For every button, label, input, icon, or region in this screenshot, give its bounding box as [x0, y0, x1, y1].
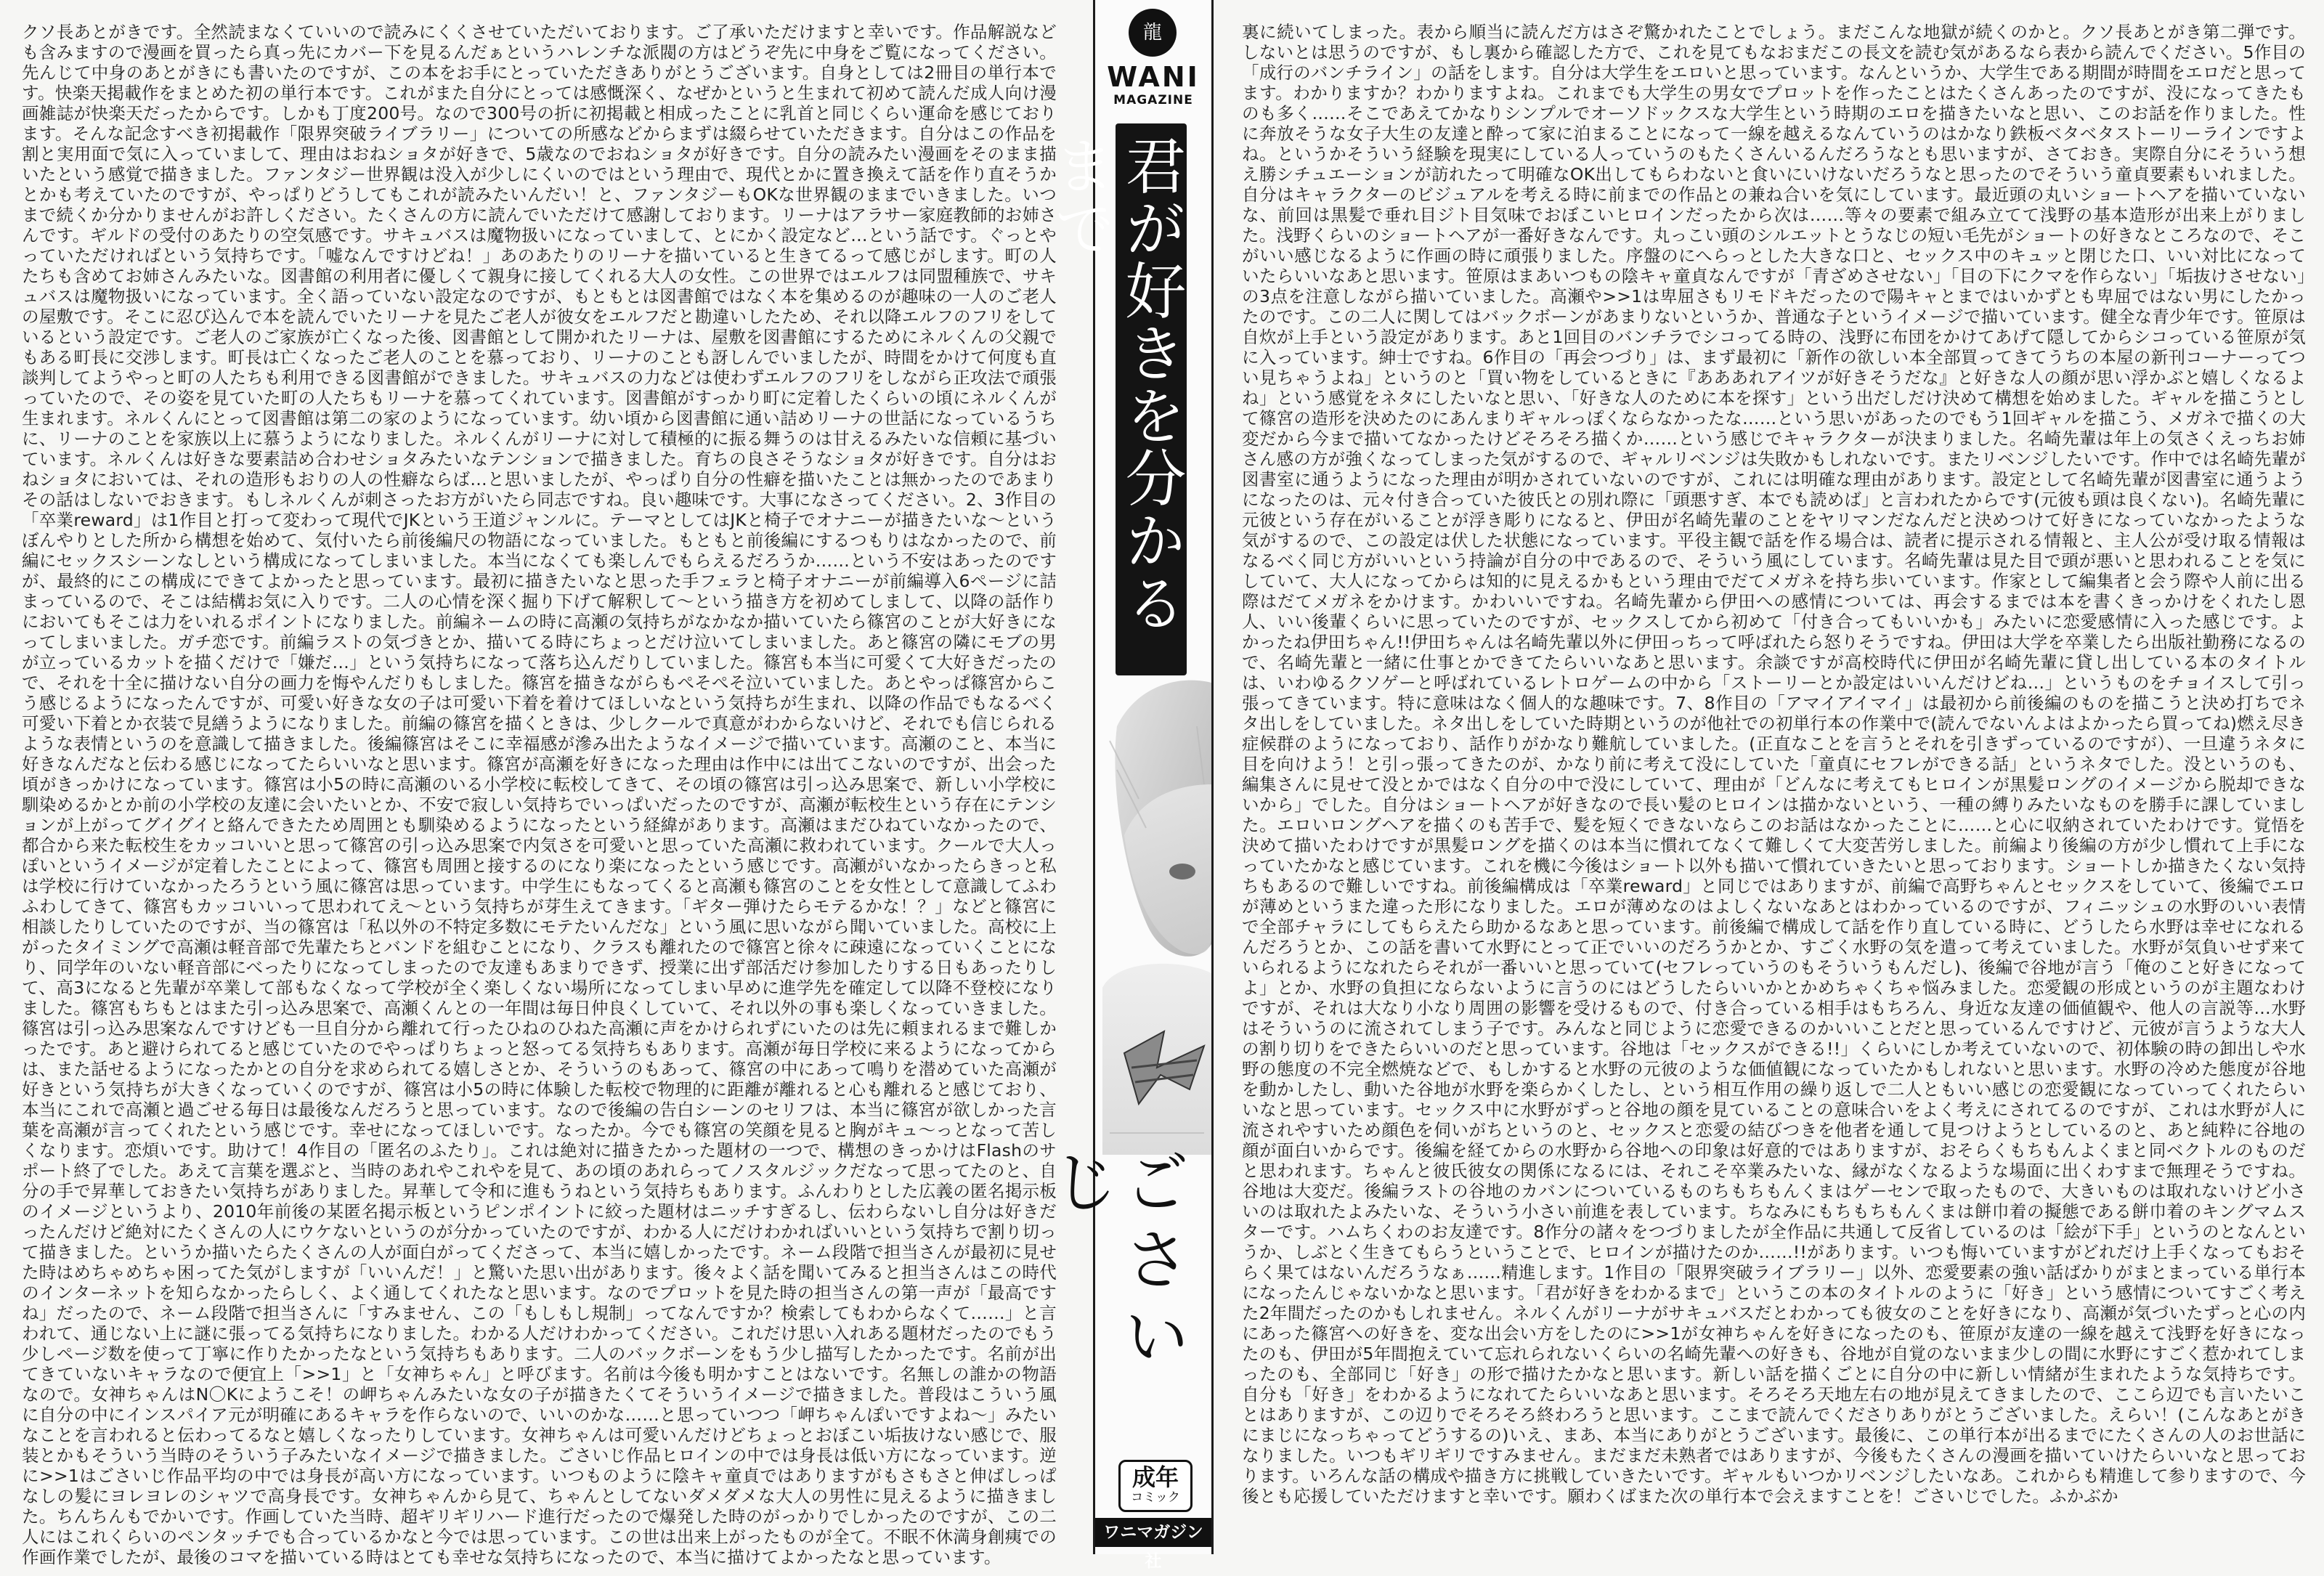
author-name: ごさいじ	[1041, 1148, 1190, 1378]
book-title: 君が好きを分かるまで	[1044, 134, 1187, 634]
dragon-logo-icon: 龍	[1129, 9, 1177, 57]
character-eye	[1169, 864, 1195, 880]
rating-badge	[1118, 1460, 1193, 1512]
rating-sub-label: コミック	[1131, 1490, 1180, 1505]
publisher-logo-text: WANI	[1107, 61, 1200, 93]
afterword-right-page: 裏に続いてしまった。表から順当に読んだ方はさぞ驚かれたことでしょう。まだこんな地獄が続くのかと。クソ長あとがき第二弾です。しないとは思うのですが、もし裏から確認した方で、これを見てもなおまだこの長文を読む気があるなら表から読んでください。5作目の「成行のバンチライン」の話をします。自分は大学生をエロいと思っています。なんというか、大学生である期間が時間をエロだと思ってます。わかりますか？わかりますよね。これまでも大学生の男女でプロットを作ったことはたくさんあったのですが、没になってきたものも多く……そこであえてかなりシンプルでオーソドックスな大学生という時期のエロを描きたいなと思い、このお話を作りました。性に奔放そうな女子大生の友達と酔って家に泊まることになって一線を越えるなんていうのはかなり鉄板ベタベタストーリーラインですよね。というかそういう経験を現実にしている人っていうのもたくさんいるんだろうなとも思いますが、さておき。実際自分にそういう想え勝シチュエーションが訪れたって明確なOK出してもらわないと食いにいけないだろうなと思ったのでそういう童貞要素もいれました。自分はキャラクターのビジュアルを考える時に前までの作品との兼ね合いを気にしています。最近頭の丸いショートヘアを描いていないな、前回は黒髪で垂れ目ジト目気味でおぼこいヒロインだったから次は……等々の要素で組み立てて浅野の基本造形が出来上がりました。浅野くらいのショートヘアが一番好きなんです。丸っこい頭のシルエットとうなじの短い毛先がショートの好きなところなので、そこがいい感じなるように作画の時に頑張りました。序盤のにへらっとした大きな口と、セックス中のキュッと閉じた口、いい対比になっていたらいいなあと思います。笹原はまあいつもの陰キャ童貞なんですが「青ざめさせない」「目の下にクマを作らない」「垢抜けさせない」の3点を注意しながら描いていました。高瀬や>>1は卑屈さもリモドキだったので陽キャとまではいかずとも卑屈ではない男にしたかったのです。この二人に関してはバックボーンがあまりないというか、普通な子というイメージで描いています。健全な青少年です。笹原は自炊が上手という設定があります。あと1回目のバンチラでシコってる時の、浅野に布団をかけてあげて隠してからシコっている笹原が気に入っています。紳士ですね。6作目の「再会つづり」は、まず最初に「新作の欲しい本全部買ってきてうちの本屋の新刊コーナーってつい見ちゃうよね」というのと「買い物をしているときに『あああれアイツが好きそうだな』と好きな人の顔が思い浮かぶと嬉しくなるよね」という感覚をネタにしたいなと思い、「好きな人のために本を探す」という出だしだけ決めて構想を始めました。ギャルを描こうとして篠宮の造形を決めたのにあんまりギャルっぽくならなかったな……という思いがあったのでもう1回ギャルを描こう、メガネで描くの大変だから今まで描いてなかったけどそろそろ描くか……という感じでキャラクターが決まりました。名崎先輩は年上の気さくえっちお姉さん感の方が強くなってしまった気がするので、ギャルリベンジは失敗かもしれないです。またリベンジしたいです。作中では名崎先輩が図書室に通うようになった理由が明かされていないのですが、これには明確な理由があります。設定として名崎先輩が図書室に通うようになったのは、元々付き合っていた彼氏との別れ際に「頭悪すぎ、本でも読めば」と言われたからです(元彼も頭は良くない)。名崎先輩に元彼という存在がいることが浮き彫りになると、伊田が名崎先輩のことをヤリマンだなんだと決めつけて好きになっていなかったような気がするので、この設定は伏した状態になっています。平役主観で話を作る場合は、読者に提示される情報と、主人公が受け取る情報はなるべく同じ方がいいという持論が自分の中であるので、そういう風にしています。名崎先輩は見た目で頭が悪いと思われることを気にしていて、大人になってからは知的に見えるかもという理由でだてメガネを持ち歩いています。作家として編集者と会う際や人前に出る際はだてメガネをかけます。かわいいですね。名崎先輩から伊田への感情については、再会するまでは本を書くきっかけをくれたし恩人、いい後輩くらいに思っていたのですが、セックスしてから初めて「付き合ってもいいかも」みたいに恋愛感情に入った感じです。よかったね伊田ちゃん!!伊田ちゃんは名崎先輩以外に伊田っちって呼ばれたら怒りそうですね。伊田は大学を卒業したら出版社勤務になるので、名崎先輩と一緒に仕事とかできてたらいいなあと思います。余談ですが高校時代に伊田が名崎先輩に貸し出している本のタイトルは、いわゆるクソゲーと呼ばれているレトロゲームの中から「ストーリーとか設定はいいんだけどね…」というものをチョイスして引っ張ってきています。特に意味はなく個人的な趣味です。7、8作目の「アマイアイマイ」は最初から前後編のものを描こうと決め打ちでネタ出しをしていました。ネタ出しをしていた時期というのが他社での初単行本の作業中で(読んでないんよはよかったら買ってね)燃え尽き症候群のようになっており、話作りがかなり難航していました。(正直なことを言うとそれを引きずっているのですが）、一旦違うネタに目を向けよう！と引っ張ってきたのが、かなり前に考えて没にしていた「童貞にセフレができる話」というネタでした。没というのも、編集さんに見せて没とかではなく自分の中で没にしていて、理由が「どんなに考えてもヒロインが黒髪ロングのイメージから脱却できないから」でした。自分はショートヘアが好きなので長い髪のヒロインは描かないという、一種の縛りみたいなものを勝手に課していました。エロいロングヘアを描くのも苦手で、髪を短くできないならこのお話はなかったことに……と心に収納されていたわけです。覚悟を決めて描いたわけですが黒髪ロングを描くのは本当に慣れてなくて難しくて大変苦労しました。前編より後編の方が少し慣れて上手になっていたかなと感じています。これを機に今後はショート以外も描いて慣れていきたいと思っております。ショートしか描きたくない気持ちもあるので難しいですね。前後編構成は「卒業reward」と同じではありますが、前編で高野ちゃんとセックスをしていて、後編でエロが薄めというまた違った形になりました。エロが薄めなのはよしくないなあとはわかっているのですが、フィニッシュの水野のいい表情で全部チャラにしてもらえたら助かるなあと思っています。前後編で構成して話を作り直している時に、どうしたら水野は幸せになれるんだろうとか、この話を書いて水野にとって正でいいのだろうかとか、すごく水野の気を遣って考えていました。水野が気負いせず来ていられるようになれたらそれが一番いいと思っていて(セフレっていうのもそういうもんだし)、後編で谷地が言う「俺のこと好きになってよ」とか、水野の負担にならないように言うのにはどうしたらいいかとかめちゃくちゃ悩みました。恋愛観の形成というのが主題なわけですが、それは大なり小なり周囲の影響を受けるもので、付き合っている相手はもちろん、身近な友達の価値観や、他人の言説等…水野はそういうのに流されてしまう子です。みんなと同じように恋愛できるのかいいことだと思っているんですけど、元彼が言うような大人の割り切りをできたらいいのだと思っています。谷地は「セックスができる!!」くらいにしか考えていないので、初体験の時の卸出しや水野の態度の不完全燃焼などで、もしかすると水野の元彼のような価値観になっていたかもしれないと思います。水野の冷めた態度が谷地を動かしたし、動いた谷地が水野を楽らかくしたし、という相互作用の繰り返しで二人ともいい感じの恋愛観になっていってくれたらいいなと思っています。セックス中に水野がずっと谷地の顔を見ていることの意味合いをよく考えにされてるのですが、これは水野が人に流されやすいため顔色を伺いがちというのと、セックスと恋愛の結びつきを他者を通して見つけようとしているのと、あと純粋に谷地の顔が面白いからです。後編を経てからの水野から谷地への印象は好意的ではありますが、おそらくもちもんよくまと同ベクトルのものだと思われます。ちゃんと彼氏彼女の関係になるには、それこそ卒業みたいな、縁がなくなるような場面に出くわすまで無理そうですね。谷地は大変だ。後編ラストの谷地のカバンについているものちもちもんくまはゲーセンで取ったもので、大きいものは取れないけど小さいのは取れたよみたいな、そういう小さい前進を表しています。ちなみにもちもちもんくまは餅巾着の擬態である餅巾着のキングマムスターです。ハムちくわのお友達です。8作分の諸々をつづりましたが全作品に共通して反省しているのは「絵が下手」というのとなんというか、しぶとく生きてもらうということで、ヒロインが描けたのか……!!があります。いつも悔いていますがどれだけ上手くなってもおそらく果てはないんだろうなぁ……精進します。1作目の「限界突破ライブラリー」以外、恋愛要素の強い話ばかりがまとまっている単行本になったんじゃないかなと思います。「君が好きをわかるまで」というこの本のタイトルのように「好き」という感情についてすごく考えた2年間だったのかもしれません。ネルくんがリーナがサキュバスだとわかっても彼女のことを好きになり、高瀬が気づいたずっと心の内にあった篠宮への好きを、変な出会い方をしたのに>>1が女神ちゃんを好きになったのも、笹原が友達の一線を越えて浅野を好きになったのも、伊田が5年間抱えていて忘れられないくらいの名崎先輩への好きも、谷地が自覚のないまま少しの間に水野にすごく惹かれてしまったのも、全部同じ「好き」の形で描けたかなと思います。新しい話を描くごとに自分の中に新しい情緒が生まれたような気持ちです。自分も「好き」をわかるようになれてたらいいなあと思います。そろそろ天地左右の地が見えてきましたので、ここら辺でも言いたいことはありますが、この辺りでそろそろ終わろうと思います。ここまで読んでくださりありがとうございました。えらい！(こんなあとがきにまじになっちゃってどうするの)いえ、まあ、本当にありがとうございます。最後に、この単行本が出るまでにたくさんの人のお世話になりました。いつもギリギリですみません。まだまだ未熟者ではありますが、今後もたくさんの漫画を描いていけたらいいなと思っております。いろんな話の構成や描き方に挑戦していきたいです。ギャルもいつかリベンジしたいなあ。これからも精進して参りますので、今後とも応援していただけますと幸いです。願わくばまた次の単行本で会えますことを！ごさいじでした。ふかぶか	[1242, 22, 2307, 1506]
publisher-logo-subtext: MAGAZINE	[1113, 93, 1193, 107]
book-spine	[1041, 0, 1214, 1571]
publisher-name: ワニマガジン社	[1095, 1518, 1211, 1547]
rating-main-label: 成年	[1131, 1463, 1179, 1491]
afterword-left-page: クソ長あとがきです。全然読まなくていいので読みにくくさせていただいております。ご了承いただけますと幸いです。作品解説なども含みますので漫画を買ったら真っ先にカバー下を見るんだぁというハレンチな派閥の方はどうぞ先に中身をご覧になってください。先んじて中身のあとがきにも書いたのですが、この本をお手にとっていただきありがとうございます。自身としては2冊目の単行本です。快楽天掲載作をまとめた初の単行本です。これがまた自分にとっては感慨深く、なぜかというと生まれて初めて読んだ成人向け漫画雑誌が快楽天だったからです。しかも丁度200号。なので300号の折に初掲載と相成ったことに乳首と同じくらい運命を感じております。そんな記念すべき初掲載作「限界突破ライブラリー」についての所感などからまずは綴らせていただきます。自分はこの作品を割と実用面で気に入っていまして、理由はおねショタが好きで、5歳なのでおねショタが好きです。自分の読みたい漫画をそのまま描いたという感覚で描きました。ファンタジー世界観は没入が少しにくいのではという理由で、現代とかに置き換えて話を作り直そうかとかも考えていたのですが、やっぱりどうしてもこれが読みたいんだい！と、ファンタジーもOKな世界観のままでいきました。いつまで続くか分かりませんがお許しください。たくさんの方に読んでいただけて感謝しております。リーナはアラサー家庭教師的お姉さんです。ギルドの受付のあたりの空気感です。サキュバスは魔物扱いになっていまして、とにかく設定など…という話です。ぐっとやっていただければという気持ちです。「嘘なんですけどね！」あのあたりのリーナを描いていると生きてるって感じがします。町の人たちも含めてお姉さんみたいな。図書館の利用者に優しくて親身に接してくれる大人の女性。この世界ではエルフは同盟種族で、サキュバスは魔物扱いになっています。全く語っていない設定なのですが、もともとは図書館ではなく本を集めるのが趣味の一人のご老人の屋敷です。そこに忍び込んで本を読んでいたリーナを見たご老人が彼女をエルフだと勘違いしたため、それ以降エルフのフリをしているという設定です。ご老人のご家族が亡くなった後、図書館として開かれたリーナは、屋敷を図書館にするためにネルくんの父親でもある町長に交渉します。町長は亡くなったご老人のことを慕っており、リーナのことも訝しんでいましたが、時間をかけて何度も直談判してようやっと町の人たちも利用できる図書館ができました。サキュバスの力などは使わずエルフのフリをしながら正攻法で頑張っていたので、その姿を見ていた町の人たちもリーナを慕ってくれています。図書館がすっかり町に定着したくらいの頃にネルくんが生まれます。ネルくんにとって図書館は第二の家のようになっています。幼い頃から図書館に通い詰めリーナの世話になっているうちに、リーナのことを家族以上に慕うようになりました。ネルくんがリーナに対して積極的に振る舞うのは甘えるみたいな信頼に基づいています。ネルくんは好きな要素詰め合わせショタみたいなテンションで描きました。育ちの良さそうなショタが好きです。自分はおねショタにおいては、それの造形もおりの人の性癖ならば…と思いましたが、やっぱり自分の性癖を描いたことは無かったのであまりその話はしないでおきます。もしネルくんが刺さったお方がいたら同志ですね。良い趣味です。大事になさってください。2、3作目の「卒業reward」は1作目と打って変わって現代でJKという王道ジャンルに。テーマとしてはJKと椅子でオナニーが描きたいな～というぼんやりとした所から構想を始めて、気付いたら前後編尺の物語になっていました。もともと前後編にするつもりはなかったので、前編にセックスシーンなしという構成になってしまいました。本当になくても楽しんでもらえるだろうか……という不安はあったのですが、最終的にこの構成にできてよかったと思っています。最初に描きたいなと思った手フェラと椅子オナニーが前編導入6ページに詰まっているので、そこは結構お気に入りです。二人の心情を深く掘り下げて解釈して～という描き方を初めてしまして、以降の話作りにおいてもそこは力をいれるポイントになりました。前編ネームの時に高瀬の気持ちがなかなか描いていたら篠宮のことが大好きになってしまいました。ガチ恋です。前編ラストの気づきとか、描いてる時にちょっとだけ泣いてしまいました。あと篠宮の隣にモブの男が立っているカットを描くだけで「嫌だ…」という気持ちになって落ち込んだりしていました。篠宮も本当に可愛くて大好きだったので、それを十全に描けない自分の画力を悔やんだりもしました。篠宮を描きながらもぺそぺそ泣いていました。あとやっぱ篠宮からこう感じるようになったんですが、可愛い好きな女の子は可愛い下着を着けてほしいなという気持ちが生まれ、以降の作品でもなるべく可愛い下着とか衣装で見繕うようになりました。前編の篠宮を描くときは、少しクールで真意がわからないけど、それでも信じられるような表情というのを意識して描きました。後編篠宮はそこに幸福感が滲み出たようなイメージで描いています。高瀬のこと、本当に好きなんだなと伝わる感じになってたらいいなと思います。篠宮が高瀬を好きになった理由は作中には出てこないのですが、出会った頃がきっかけになっています。篠宮は小5の時に高瀬のいる小学校に転校してきて、その頃の篠宮は引っ込み思案で、新しい小学校に馴染めるかとか前の小学校の友達に会いたいとか、不安で寂しい気持ちでいっぱいだったのですが、高瀬が転校生という存在にテンションが上がってグイグイと絡んできたため周囲とも馴染めるようになったという経緯があります。高瀬はまだひねていなかったので、都合から来た転校生をカッコいいと思って篠宮の引っ込み思案で内気さを可愛いと思っていた高瀬に救われています。クールで大人っぽいというイメージが定着したことによって、篠宮も周囲と接するのになり楽になったという感じです。高瀬がいなかったらきっと私は学校に行けていなかったろうという風に篠宮は思っています。中学生にもなってくると高瀬も篠宮のことを女性として意識してふわふわしてきて、篠宮もカッコいいって思われてえ～という気持ちが芽生えてきます。「ギター弾けたらモテるかな！？」などと篠宮に相談したりしていたのですが、当の篠宮は「私以外の不特定多数にモテたいんだな」という風に思いながら聞いていました。高校に上がったタイミングで高瀬は軽音部で先輩たちとバンドを組むことになり、クラスも離れたので篠宮と徐々に疎遠になっていくことになり、同学年のいない軽音部にべったりになってしまったので友達もあまりできず、授業に出ず部活だけ参加したりする日もあったりして、高3になると先輩が卒業して部もなくなって学校が全く楽しくない場所になってしまい早めに進学先を確定して以降不登校になりました。篠宮もちもとはまた引っ込み思案で、高瀬くんとの一年間は毎日仲良くしていて、それ以外の事も楽しくなっていきました。篠宮は引っ込み思案なんですけども一旦自分から離れて行ったひねのひねた高瀬に声をかけられずにいたのは先に頼まれるまで難しかったです。あと避けられてると感じていたのでやっぱりちょっと怒ってる気持ちもあります。高瀬が毎日学校に来るようになってからは、また話せるようになったかとの自分を求められてる嬉しさとか、そういうのもあって、篠宮の中にあって鳴りを潜めていた高瀬が好きという気持ちが大きくなっていくのですが、篠宮は小5の時に体験した転校で物理的に距離が離れると心も離れると感じており、本当にこれで高瀬と過ごせる毎日は最後なんだろうと思っています。なので後編の告白シーンのセリフは、本当に篠宮が欲しかった言葉を高瀬が言ってくれたという感じです。幸せになってほしいです。なったか。今でも篠宮の笑顔を見ると胸がキュ～っとなって苦しくなります。恋煩いです。助けて！4作目の「匿名のふたり」。これは絶対に描きたかった題材の一つで、構想のきっかけはFlashのサポート終了でした。あえて言葉を選ぶと、当時のあれやこれやを見て、あの頃のあれらってノスタルジックだなって思ってたのと、自分の手で昇華しておきたい気持ちがありました。昇華して令和に進もうねという気持ちもあります。ふんわりとした広義の匿名掲示板のイメージというより、2010年前後の某匿名掲示板というピンポイントに絞った題材はニッチすぎるし、伝わらないし自分は好きだったんだけど絶対にたくさんの人にウケないというのが分かっていたのですが、わかる人にだけわかればいいという気持ちで割り切って描きました。というか描いたらたくさんの人が面白がってくださって、本当に嬉しかったです。ネーム段階で担当さんが最初に見せた時はめちゃめちゃ困ってた気がしますが「いいんだ！」と驚いた思い出があります。後々よく話を聞いてみると担当さんはこの時代のインターネットを知らなかったらしく、よく通してくれたなと思います。なのでプロットを見た時の担当さんの第一声が「最高ですね」だったので、ネーム段階で担当さんに「すみません、この「もしもし規制」ってなんですか？検索してもわからなくて……」と言われて、通じない上に謎に張ってる気持ちになりました。わかる人だけわかってください。これだけ思い入れある題材だったのでもう少しページ数を使って丁寧に作りたかったなという気持ちもあります。二人のバックボーンをもう少し描写したかったです。名前が出てきていないキャラなので便宜上「>>1」と「女神ちゃん」と呼びます。名前は今後も明かすことはないです。名無しの誰かの物語なので。女神ちゃんはN〇Kにようこそ！の岬ちゃんみたいな女の子が描きたくてそういうイメージで描きました。普段はこういう風に自分の中にインスパイア元が明確にあるキャラを作らないので、いいのかな……と思っていつつ「岬ちゃんぽいですよね～」みたいなことを言われると伝わってるなと嬉しくなったりしています。女神ちゃんは可愛いんだけどちょっとおぼこい垢抜けない感じで、服装とかもそういう当時のそういう子みたいなイメージで描きました。ごさいじ作品ヒロインの中では身長は低い方になっています。逆に>>1はごさいじ作品平均の中では身長が高い方になっています。いつものように陰キャ童貞ではありますがもさもさと伸ばしっぱなしの髪にヨレヨレのシャツで高身長です。女神ちゃんから見て、ちゃんとしてないダメダメな大人の男性に見えるように描きました。ちんちんもでかいです。作画していた当時、超ギリギリハード進行だったので爆発した時のがっかりでしかったのですが、この二人にはこれくらいのペンタッチでも合っているかなと今では思っています。この世は出来上がったものが全て。不眠不休満身創痍での作画作業でしたが、最後のコマを描いている時はとても幸せな気持ちになったので、本当に描けてよかったなと思っています。	[22, 22, 1057, 1567]
